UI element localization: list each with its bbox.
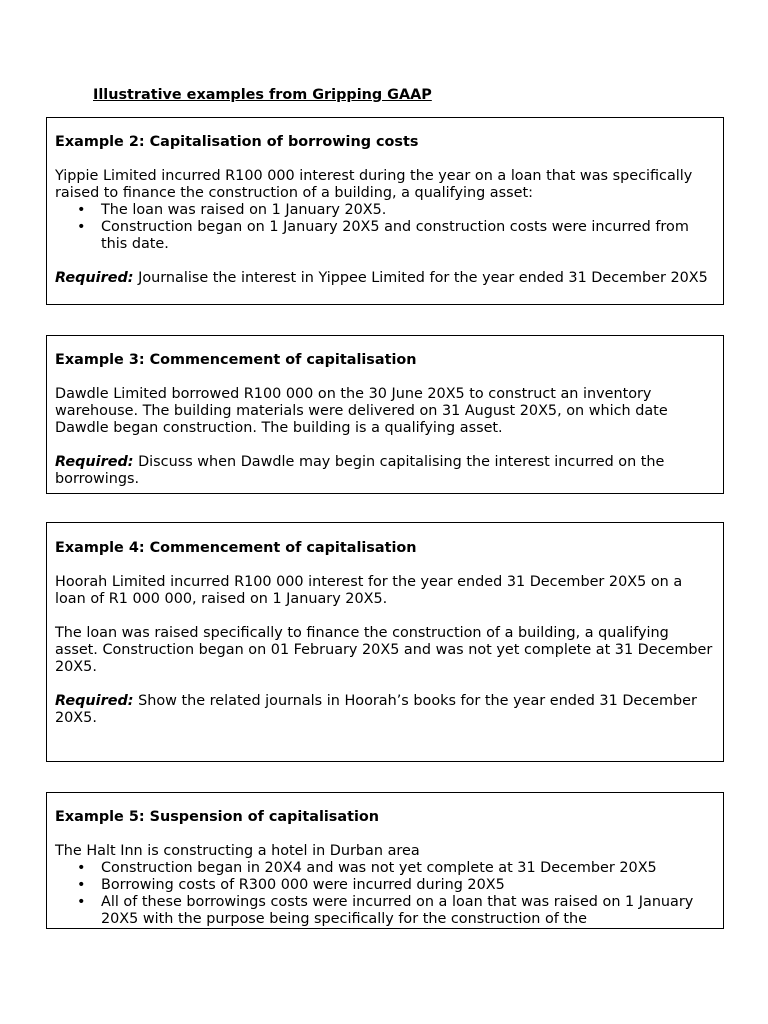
- example-3-box: [46, 335, 724, 494]
- list-item: • The loan was raised on 1 January 20X5.: [101, 202, 715, 219]
- example-2-title: Example 2: Capitalisation of borrowing costs: [55, 134, 419, 150]
- example-5-title: Example 5: Suspension of capitalisation: [55, 809, 380, 825]
- example-4-box: [46, 522, 724, 762]
- required-label: Required:: [55, 270, 134, 286]
- list-item: • All of these borrowings costs were incurred on a loan that was raised on 1 January 20X5 with the purpose being specifically for the construction of the: [101, 894, 715, 928]
- example-4-required: [55, 693, 715, 727]
- example-5-intro: The Halt Inn is constructing a hotel in Durban area: [55, 843, 420, 859]
- example-5-box: [46, 792, 724, 929]
- example-4-intro: Hoorah Limited incurred R100 000 interest for the year ended 31 December 20X5 on a loan of R1 000 000, raised on 1 January 20X5.: [55, 574, 683, 607]
- page-title: Illustrative examples from Gripping GAAP: [93, 87, 432, 103]
- example-2-required: [55, 270, 715, 287]
- required-text: Discuss when Dawdle may begin capitalising the interest incurred on the borrowings.: [55, 454, 665, 487]
- example-2-intro: Yippie Limited incurred R100 000 interest during the year on a loan that was specifically raised to finance the construction of a building, a qualifying asset:: [55, 168, 693, 201]
- example-4-paragraph: The loan was raised specifically to finance the construction of a building, a qualifying asset. Construction began on 01 February 20X5 and was not yet complete at 31 December 20X5.: [55, 625, 713, 675]
- example-2-bullet-list: [55, 202, 715, 253]
- required-label: Required:: [55, 454, 134, 470]
- example-3-intro: Dawdle Limited borrowed R100 000 on the 30 June 20X5 to construct an inventory warehouse. The building materials were delivered on 31 August 20X5, on which date Dawdle began construction. The building is a qualifying asset.: [55, 386, 668, 436]
- example-3-required: [55, 454, 715, 488]
- required-label: Required:: [55, 693, 134, 709]
- list-item: • Construction began on 1 January 20X5 and construction costs were incurred from this date.: [101, 219, 715, 253]
- example-4-title: Example 4: Commencement of capitalisation: [55, 540, 417, 556]
- required-text: Journalise the interest in Yippee Limited for the year ended 31 December 20X5: [133, 270, 708, 286]
- example-5-bullet-list: [55, 860, 715, 928]
- example-3-title: Example 3: Commencement of capitalisation: [55, 352, 417, 368]
- example-2-box: [46, 117, 724, 305]
- list-item: • Construction began in 20X4 and was not yet complete at 31 December 20X5: [101, 860, 715, 877]
- required-text: Show the related journals in Hoorah’s books for the year ended 31 December 20X5.: [55, 693, 697, 726]
- list-item: • Borrowing costs of R300 000 were incurred during 20X5: [101, 877, 715, 894]
